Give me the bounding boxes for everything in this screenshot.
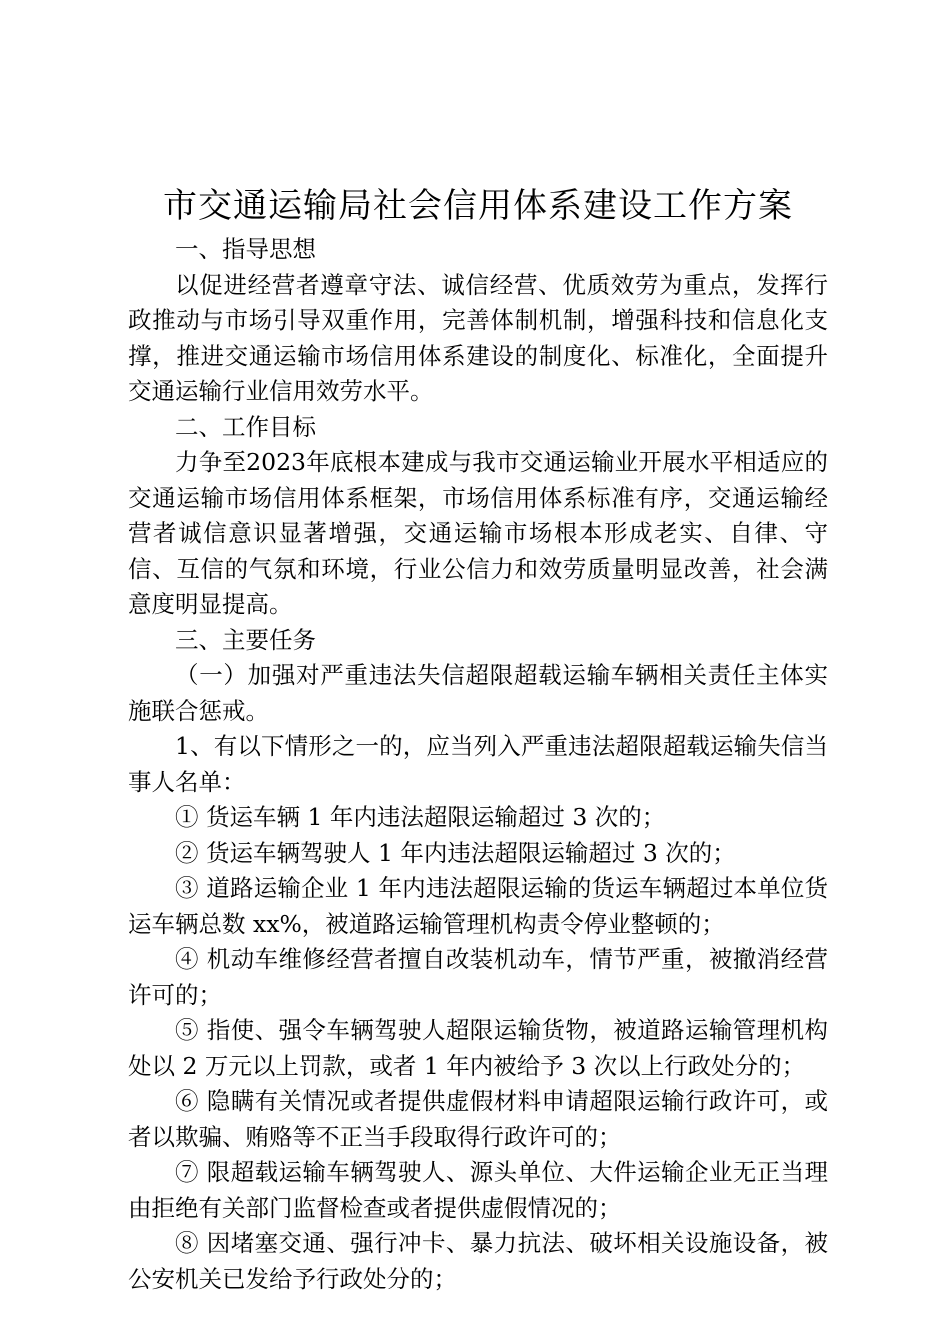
- list-item: ⑥ 隐瞒有关情况或者提供虚假材料申请超限运输行政许可，或者以欺骗、贿赂等不正当手段取得行政许可的；: [128, 1087, 828, 1151]
- list-item: ② 货运车辆驾驶人 1 年内违法超限运输超过 3 次的；: [175, 838, 736, 867]
- section-heading: 二、工作目标: [175, 412, 316, 441]
- list-item: ④ 机动车维修经营者擅自改装机动车，情节严重，被撤消经营许可的；: [128, 945, 828, 1009]
- list-item: ① 货运车辆 1 年内违法超限运输超过 3 次的；: [175, 803, 666, 831]
- list-item: ⑤ 指使、强令车辆驾驶人超限运输货物，被道路运输管理机构处以 2 万元以上罚款，或者 1 年内被给予 3 次以上行政处分的；: [128, 1016, 828, 1080]
- paragraph: 力争至2023年底根本建成与我市交通运输业开展水平相适应的交通运输市场信用体系框架，市场信用体系标准有序，交通运输经营者诚信意识显著增强，交通运输市场根本形成老实、自律、守信、互信的气氛和环境，行业公信力和效劳质量明显改善，社会满意度明显提高。: [128, 448, 828, 618]
- list-item: ③ 道路运输企业 1 年内违法超限运输的货运车辆超过本单位货运车辆总数 xx%，被道路运输管理机构责令停业整顿的；: [128, 874, 828, 938]
- document-body: [128, 232, 828, 1297]
- section-heading: 三、主要任务: [175, 625, 316, 654]
- list-item: ⑦ 限超载运输车辆驾驶人、源头单位、大件运输企业无正当理由拒绝有关部门监督检查或者提供虚假情况的；: [128, 1158, 828, 1222]
- paragraph: 1、有以下情形之一的，应当列入严重违法超限超载运输失信当事人名单：: [128, 732, 828, 796]
- document-page: [128, 180, 828, 1297]
- subsection-heading: （一）加强对严重违法失信超限超载运输车辆相关责任主体实施联合惩戒。: [128, 661, 828, 725]
- section-heading: 一、指导思想: [175, 235, 316, 263]
- list-item: ⑧ 因堵塞交通、强行冲卡、暴力抗法、破坏相关设施设备，被公安机关已发给予行政处分的；: [128, 1229, 828, 1293]
- paragraph: 以促进经营者遵章守法、诚信经营、优质效劳为重点，发挥行政推动与市场引导双重作用，完善体制机制，增强科技和信息化支撑，推进交通运输市场信用体系建设的制度化、标准化，全面提升交通运输行业信用效劳水平。: [128, 270, 828, 405]
- document-title: 市交通运输局社会信用体系建设工作方案: [163, 186, 793, 226]
